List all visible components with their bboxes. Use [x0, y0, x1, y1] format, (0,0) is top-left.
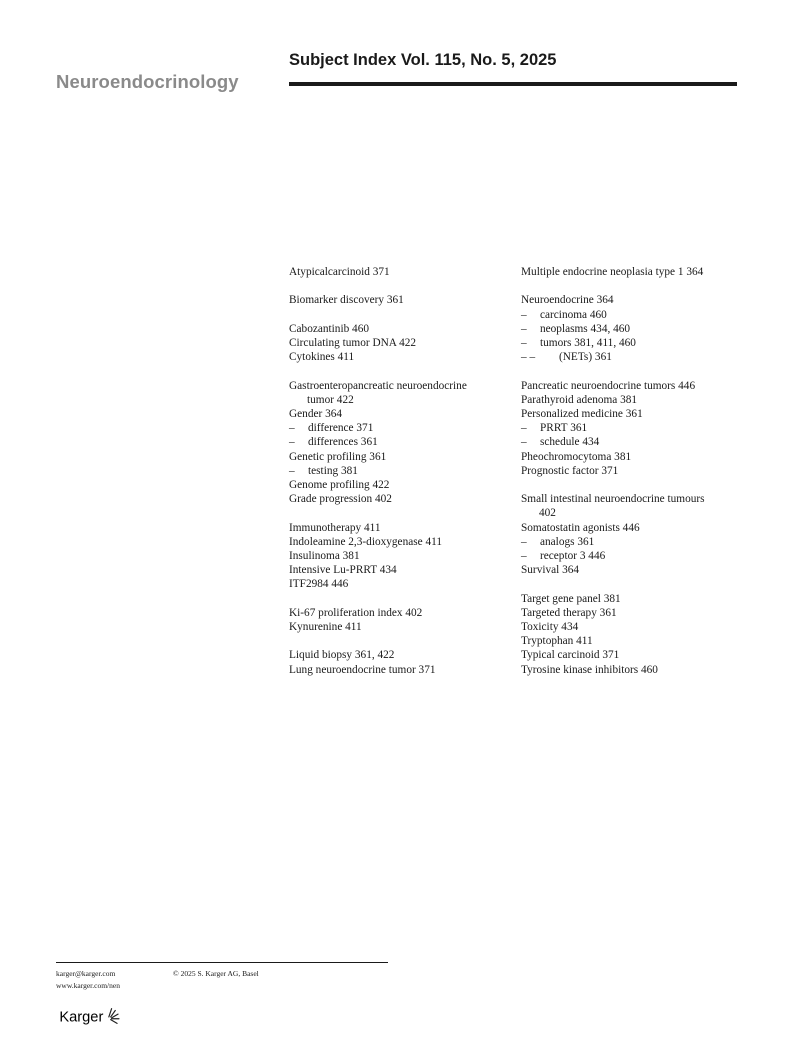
entry-text: 402	[539, 507, 556, 520]
footer-email[interactable]: karger@karger.com	[56, 969, 116, 978]
index-subentry	[521, 336, 746, 350]
entry-text: Toxicity 434	[521, 621, 579, 634]
subentry-dash: – –	[521, 351, 536, 364]
index-subentry	[521, 535, 746, 549]
index-entry	[289, 521, 509, 535]
index-entry	[521, 492, 746, 506]
index-group	[289, 322, 509, 365]
karger-logo	[56, 1005, 136, 1027]
karger-logo-mark	[109, 1009, 119, 1024]
subentry-dash: –	[289, 464, 295, 477]
index-subentry	[521, 421, 746, 435]
index-entry	[521, 407, 746, 421]
entry-text: Genome profiling 422	[289, 479, 390, 491]
index-subentry	[289, 464, 509, 478]
entry-text: Gastroenteropancreatic neuroendocrine	[289, 379, 467, 392]
index-entry	[521, 648, 746, 662]
entry-text: Small intestinal neuroendocrine tumours	[521, 493, 705, 506]
index-entry	[521, 506, 746, 520]
index-entry	[289, 393, 509, 407]
subentry-dash: –	[521, 550, 527, 563]
index-group	[521, 492, 746, 577]
index-group	[289, 293, 509, 307]
subentry-dash: –	[521, 322, 527, 335]
entry-text: Genetic profiling 361	[289, 450, 387, 463]
index-entry	[289, 663, 509, 677]
index-entry	[289, 563, 509, 577]
subentry-dash: –	[521, 422, 527, 435]
index-entry	[289, 350, 509, 364]
index-group	[521, 379, 746, 478]
entry-text: Tryptophan 411	[521, 635, 593, 648]
entry-text: Cytokines 411	[289, 351, 355, 364]
footer-rule	[56, 962, 388, 963]
entry-text: analogs 361	[540, 535, 595, 548]
index-group	[521, 592, 746, 677]
subentry-dash: –	[521, 535, 527, 548]
index-entry	[521, 606, 746, 620]
entry-text: tumor 422	[307, 393, 354, 406]
entry-text: Insulinoma 381	[289, 550, 360, 562]
index-entry	[521, 592, 746, 606]
index-group	[289, 379, 509, 507]
footer-copyright: © 2025 S. Karger AG, Basel	[173, 969, 259, 978]
subentry-dash: –	[521, 308, 527, 321]
index-entry	[289, 549, 509, 563]
entry-text: (NETs) 361	[559, 351, 612, 364]
index-group	[521, 265, 746, 279]
entry-text: carcinoma 460	[540, 308, 607, 321]
entry-text: Indoleamine 2,3-dioxygenase 411	[289, 535, 442, 548]
index-subentry	[521, 435, 746, 449]
index-entry	[521, 464, 746, 478]
index-entry	[521, 379, 746, 393]
entry-text: Biomarker discovery 361	[289, 294, 404, 307]
index-entry	[289, 648, 509, 662]
entry-text: differences 361	[308, 436, 378, 449]
index-subentry	[289, 435, 509, 449]
entry-text: Typical carcinoid 371	[521, 649, 620, 662]
index-entry	[289, 492, 509, 506]
page-title: Subject Index Vol. 115, No. 5, 2025	[289, 51, 557, 69]
index-group	[289, 606, 509, 634]
entry-text: Pancreatic neuroendocrine tumors 446	[521, 379, 696, 392]
entry-text: Liquid biopsy 361, 422	[289, 649, 395, 662]
journal-name: Neuroendocrinology	[56, 71, 239, 92]
index-entry	[289, 577, 509, 591]
entry-text: Kynurenine 411	[289, 621, 362, 633]
entry-text: Targeted therapy 361	[521, 606, 617, 619]
index-entry	[289, 535, 509, 549]
index-entry	[521, 521, 746, 535]
entry-text: Immunotherapy 411	[289, 521, 381, 534]
entry-text: PRRT 361	[540, 422, 588, 435]
index-entry	[289, 450, 509, 464]
entry-text: Lung neuroendocrine tumor 371	[289, 663, 436, 676]
entry-text: neoplasms 434, 460	[540, 322, 631, 335]
index-subentry	[521, 322, 746, 336]
subentry-dash: –	[521, 436, 527, 449]
subentry-dash: –	[289, 436, 295, 449]
entry-text: Target gene panel 381	[521, 592, 621, 605]
entry-text: Tyrosine kinase inhibitors 460	[521, 663, 658, 676]
index-group	[289, 265, 509, 279]
index-entry	[521, 563, 746, 577]
entry-text: receptor 3 446	[540, 550, 606, 563]
footer-website[interactable]: www.karger.com/nen	[56, 981, 120, 990]
entry-text: Parathyroid adenoma 381	[521, 393, 638, 406]
index-entry	[289, 620, 509, 634]
index-entry	[521, 265, 746, 279]
index-entry	[521, 450, 746, 464]
index-subentry	[521, 350, 746, 364]
index-entry	[289, 478, 509, 492]
entry-text: Survival 364	[521, 564, 580, 577]
index-entry	[289, 606, 509, 620]
index-group	[521, 293, 746, 364]
entry-text: Multiple endocrine neoplasia type 1 364	[521, 266, 704, 278]
entry-text: Atypicalcarcinoid 371	[289, 266, 390, 278]
entry-text: Neuroendocrine 364	[521, 294, 614, 307]
index-entry	[521, 393, 746, 407]
index-subentry	[289, 421, 509, 435]
index-entry	[521, 663, 746, 677]
index-entry	[289, 407, 509, 421]
entry-text: Gender 364	[289, 407, 343, 420]
entry-text: Somatostatin agonists 446	[521, 521, 640, 534]
title-rule	[289, 82, 737, 86]
entry-text: Circulating tumor DNA 422	[289, 336, 417, 349]
entry-text: Cabozantinib 460	[289, 322, 370, 335]
index-entry	[521, 634, 746, 648]
index-entry	[521, 293, 746, 307]
index-subentry	[521, 308, 746, 322]
entry-text: ITF2984 446	[289, 578, 349, 591]
index-entry	[289, 322, 509, 336]
index-entry	[289, 336, 509, 350]
entry-text: tumors 381, 411, 460	[540, 337, 636, 349]
index-group	[289, 648, 509, 676]
index-column-right	[521, 265, 746, 691]
entry-text: Personalized medicine 361	[521, 408, 643, 420]
index-column-left	[289, 265, 509, 691]
index-entry	[521, 620, 746, 634]
index-group	[289, 521, 509, 592]
entry-text: testing 381	[308, 464, 358, 477]
entry-text: Ki-67 proliferation index 402	[289, 606, 423, 619]
index-entry	[289, 379, 509, 393]
index-entry	[289, 293, 509, 307]
subentry-dash: –	[289, 422, 295, 435]
index-subentry	[521, 549, 746, 563]
entry-text: Intensive Lu-PRRT 434	[289, 564, 397, 577]
entry-text: difference 371	[308, 422, 374, 435]
index-entry	[289, 265, 509, 279]
entry-text: Grade progression 402	[289, 493, 392, 506]
subentry-dash: –	[521, 337, 527, 349]
entry-text: Pheochromocytoma 381	[521, 450, 632, 463]
karger-logo-text: Karger	[59, 1009, 104, 1026]
entry-text: Prognostic factor 371	[521, 464, 619, 477]
entry-text: schedule 434	[540, 436, 600, 449]
